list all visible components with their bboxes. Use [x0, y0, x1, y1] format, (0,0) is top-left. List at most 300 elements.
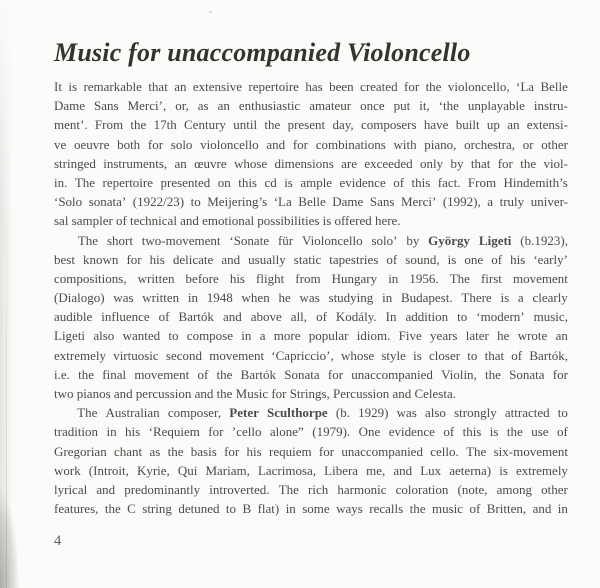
word: ‘La	[273, 194, 292, 210]
word: flat)	[257, 501, 280, 517]
text-line	[54, 288, 568, 307]
word: possibilities	[257, 213, 320, 229]
word: Sans	[94, 98, 119, 114]
word: Century	[184, 117, 226, 133]
word: the	[78, 366, 95, 382]
word: work	[54, 462, 81, 478]
word: his	[246, 443, 262, 459]
word: and	[392, 386, 412, 401]
word: features,	[54, 501, 99, 517]
word: addition	[405, 309, 449, 325]
word: Hindemith’s	[503, 174, 568, 190]
word: From	[467, 174, 497, 190]
word: use	[531, 424, 549, 440]
text-line	[54, 77, 568, 96]
word: string	[142, 501, 172, 517]
word: György	[428, 232, 471, 248]
word: There	[461, 290, 492, 306]
word: as	[197, 98, 209, 114]
word: written	[137, 270, 175, 286]
word: of	[115, 213, 127, 229]
word: ve	[54, 136, 67, 152]
word: Britten,	[486, 501, 527, 517]
word: short	[106, 232, 133, 248]
text-line	[54, 211, 568, 230]
word: Belle	[540, 79, 568, 94]
word: a	[517, 290, 524, 306]
page-fold-line	[6, 225, 7, 588]
word: Sans	[369, 194, 395, 210]
text-line	[54, 365, 568, 384]
word: Bartók	[178, 309, 214, 325]
word: of	[469, 501, 481, 517]
word: Meijering’s	[207, 194, 268, 210]
word: ‘La	[516, 79, 535, 94]
word: whose	[340, 347, 375, 363]
word: Merci’,	[127, 98, 167, 114]
word: ‘the	[438, 98, 459, 114]
word: to	[190, 194, 201, 210]
word: Libera	[324, 462, 359, 478]
word: lyrical	[54, 481, 88, 497]
word: of	[386, 251, 398, 267]
word: fact.	[437, 174, 461, 190]
word: in	[241, 328, 252, 344]
word: (b.1923),	[520, 232, 568, 248]
text-line	[54, 192, 568, 211]
word: also	[93, 328, 115, 344]
text-line	[54, 307, 568, 326]
word: piano,	[424, 136, 457, 152]
word: Qui	[177, 462, 198, 478]
word: remarkable	[83, 79, 142, 94]
word: offered	[334, 213, 372, 229]
word: sampler	[71, 213, 113, 229]
word: is	[500, 290, 510, 306]
word: has	[305, 79, 323, 94]
word: a	[259, 328, 266, 344]
word: sound,	[405, 251, 440, 267]
word: Music	[235, 386, 269, 401]
word: (Dialogo)	[54, 290, 105, 306]
word: In	[385, 309, 397, 325]
word: was	[113, 290, 134, 306]
word: ‘modern’	[476, 309, 525, 325]
text-line	[54, 154, 568, 173]
word: best	[54, 251, 75, 267]
word: for	[327, 366, 344, 382]
word: the	[520, 155, 537, 171]
word: Gregorian	[54, 443, 107, 459]
word: is	[284, 174, 293, 190]
word: (1992),	[442, 194, 481, 210]
word: for	[147, 136, 164, 152]
word: is	[413, 347, 422, 363]
word: or	[522, 136, 534, 152]
word: (Introit,	[88, 462, 129, 478]
word: are	[341, 155, 357, 171]
word: second	[165, 347, 202, 363]
word: and	[266, 136, 286, 152]
word: enthusiastic	[238, 98, 301, 114]
word: from	[295, 270, 321, 286]
word: extremely	[54, 347, 106, 363]
word: Hungary	[331, 270, 378, 286]
word: (note,	[457, 481, 488, 497]
word: ‘Capriccio’,	[271, 347, 334, 363]
word: violoncello	[200, 136, 259, 152]
word: he	[278, 290, 291, 306]
word: to	[168, 328, 179, 344]
word: by	[406, 232, 420, 248]
word: this	[238, 174, 257, 190]
word: wrote	[517, 328, 548, 344]
word: the	[425, 79, 442, 94]
word: to	[467, 347, 478, 363]
word: Ligeti	[54, 328, 86, 344]
word: an	[217, 98, 230, 114]
word: for	[292, 136, 308, 152]
word: by	[450, 155, 464, 171]
text-line	[54, 480, 568, 499]
page-edge-shading	[0, 0, 13, 588]
word: and	[221, 251, 241, 267]
word: Bartók	[240, 366, 277, 382]
word: 1956.	[409, 270, 439, 286]
word: until	[233, 117, 258, 133]
word: here.	[374, 213, 401, 229]
word: instru-	[533, 98, 568, 114]
word: two	[54, 386, 74, 401]
word: was	[396, 405, 417, 421]
word: extensi-	[526, 117, 568, 133]
word: percussion	[135, 386, 192, 401]
word: also	[424, 405, 446, 421]
word: final	[102, 366, 127, 382]
word: is	[68, 79, 78, 94]
word: only	[420, 155, 444, 171]
word: is	[322, 213, 332, 229]
word: ample	[300, 174, 333, 190]
word: From	[94, 117, 124, 133]
word: created	[360, 79, 398, 94]
word: and	[393, 462, 413, 478]
word: of	[443, 424, 455, 440]
word: repertoire	[248, 79, 299, 94]
word: One	[358, 424, 381, 440]
word: that	[148, 79, 168, 94]
word: movement	[209, 347, 265, 363]
word: influence	[101, 309, 150, 325]
word: Sculthorpe	[267, 405, 328, 421]
word: when	[241, 290, 270, 306]
word: attracted	[504, 405, 550, 421]
word: (b.	[335, 405, 350, 421]
text-line	[54, 461, 568, 480]
text-line	[54, 173, 568, 192]
word: the	[485, 366, 501, 382]
word: have	[423, 117, 449, 133]
word: requiem	[269, 443, 312, 459]
word: composers	[360, 117, 417, 133]
word: Kyrie,	[136, 462, 170, 478]
word: in	[382, 290, 393, 306]
word: Bartók,	[529, 347, 568, 363]
word: of	[158, 309, 170, 325]
word: delicate	[172, 251, 214, 267]
word: composer,	[167, 405, 222, 421]
word: cd	[264, 174, 277, 190]
word: Lacrimosa,	[257, 462, 317, 478]
word: ‘Solo	[54, 194, 83, 210]
word: Strings,	[289, 386, 330, 401]
word: his	[229, 270, 245, 286]
word: and	[113, 386, 133, 401]
word: both	[117, 136, 141, 152]
word: and	[194, 386, 214, 401]
word: to	[557, 405, 568, 421]
word: as	[149, 443, 161, 459]
page-edge-fade	[0, 0, 13, 220]
word: me,	[366, 462, 386, 478]
word: an	[555, 328, 568, 344]
word: been	[329, 79, 354, 94]
word: œuvre	[194, 155, 227, 171]
word: (1979).	[312, 424, 351, 440]
word: aeterna)	[449, 462, 492, 478]
word: idiom.	[356, 328, 391, 344]
word: for	[403, 79, 420, 94]
word: closer	[429, 347, 461, 363]
text-line	[54, 231, 568, 250]
word: compose	[186, 328, 234, 344]
word: emotional	[202, 213, 255, 229]
word: truly	[499, 194, 525, 210]
text-line	[54, 269, 568, 288]
page-number: 4	[54, 533, 62, 549]
word: evidence	[388, 424, 435, 440]
text-line	[54, 250, 568, 269]
word: predominantly	[124, 481, 201, 497]
word: usually	[248, 251, 286, 267]
word: an	[507, 117, 520, 133]
word: and	[532, 501, 552, 517]
word: in.	[54, 174, 68, 190]
text-line	[54, 499, 568, 518]
word: combinations	[315, 136, 386, 152]
word: sal	[54, 213, 69, 229]
word: first	[480, 270, 502, 286]
word: the	[264, 117, 281, 133]
word: of	[491, 251, 503, 267]
word: 1929)	[358, 405, 389, 421]
word: on	[217, 174, 231, 190]
word: instruments,	[103, 155, 168, 171]
word: Lux	[420, 462, 442, 478]
scan-speck	[209, 11, 212, 13]
page-curl-shadow	[0, 418, 30, 588]
word: flight	[256, 270, 285, 286]
word: Peter	[229, 405, 259, 421]
word: Sonata	[509, 366, 545, 382]
word: one	[464, 251, 484, 267]
text-line	[54, 422, 568, 441]
word: to	[225, 501, 237, 517]
word: solo	[170, 136, 193, 152]
word: Sonata	[284, 366, 320, 382]
word: ment’.	[54, 117, 88, 133]
word: The	[466, 443, 487, 459]
word: two-movement	[141, 232, 221, 248]
word: more	[273, 328, 301, 344]
word: Five	[398, 328, 422, 344]
text-line	[54, 115, 568, 134]
word: this	[462, 424, 482, 440]
word: for	[224, 443, 240, 459]
body-text	[54, 77, 568, 518]
word: that	[470, 155, 491, 171]
word: ’cello	[231, 424, 262, 440]
word: static	[293, 251, 322, 267]
word: cello.	[430, 443, 459, 459]
word: once	[360, 98, 385, 114]
word: or,	[175, 98, 189, 114]
word: is	[447, 251, 457, 267]
word: whose	[233, 155, 268, 171]
word: The	[77, 232, 99, 248]
word: is	[499, 462, 508, 478]
word: unaccompanied	[341, 443, 423, 459]
word: up	[486, 117, 500, 133]
word: in	[106, 424, 117, 440]
word: dimensions	[274, 155, 334, 171]
word: for	[126, 251, 142, 267]
word: Belle	[298, 194, 326, 210]
word: this	[411, 174, 431, 190]
word: repertoire	[102, 174, 154, 190]
word: wanted	[122, 328, 161, 344]
word: among	[496, 481, 532, 497]
word: of	[556, 424, 568, 440]
word: für	[277, 232, 294, 248]
word: detuned	[178, 501, 220, 517]
word: extremely	[515, 462, 568, 478]
word: ways	[336, 501, 363, 517]
word: solo’	[371, 232, 398, 248]
word: B	[242, 501, 252, 517]
word: the	[216, 366, 233, 382]
word: It	[54, 79, 62, 94]
word: Violin,	[441, 366, 477, 382]
word: clearly	[532, 290, 568, 306]
word: put	[393, 98, 411, 114]
word: C	[127, 501, 136, 517]
word: his	[125, 424, 141, 440]
word: ‘Requiem	[148, 424, 200, 440]
word: Australian	[105, 405, 160, 421]
word: The	[278, 481, 299, 497]
word: tradition	[54, 424, 99, 440]
word: The	[77, 405, 98, 421]
text-line	[54, 403, 568, 422]
word: of	[316, 309, 327, 325]
word: style	[381, 347, 406, 363]
word: above	[250, 309, 282, 325]
word: popular	[308, 328, 349, 344]
word: a	[487, 194, 494, 210]
word: music	[431, 501, 464, 517]
word: Dame	[54, 98, 86, 114]
word: Mariam,	[205, 462, 250, 478]
word: Budapest.	[400, 290, 453, 306]
word: six-movement	[493, 443, 568, 459]
word: Kodály.	[335, 309, 377, 325]
word: in	[285, 501, 296, 517]
word: ‘early’	[533, 251, 568, 267]
word: movement	[512, 270, 568, 286]
word: studying	[328, 290, 374, 306]
word: the	[409, 501, 426, 517]
word: 1948	[206, 290, 233, 306]
word: ‘Sonate	[229, 232, 270, 248]
word: virtuosic	[113, 347, 159, 363]
word: sonata’	[88, 194, 127, 210]
word: recalls	[369, 501, 404, 517]
word: Ligeti	[478, 232, 512, 248]
text-line	[54, 346, 568, 365]
text-line	[54, 326, 568, 345]
word: an	[174, 79, 187, 94]
word: that	[484, 347, 505, 363]
word: viol-	[543, 155, 568, 171]
word: for	[552, 366, 568, 382]
word: Violoncello	[301, 232, 363, 248]
word: compositions,	[54, 270, 127, 286]
word: Merci’	[400, 194, 437, 210]
word: technical	[130, 213, 177, 229]
word: unaccompanied	[351, 366, 433, 382]
word: to	[457, 309, 468, 325]
word: introverted.	[209, 481, 270, 497]
word: written	[142, 290, 180, 306]
word: he	[497, 328, 510, 344]
word: of	[197, 366, 209, 382]
word: pianos	[76, 386, 111, 401]
word: for	[208, 424, 224, 440]
word: some	[302, 501, 330, 517]
word: The	[74, 174, 96, 190]
word: for	[497, 155, 513, 171]
word: his	[149, 251, 165, 267]
word: the	[104, 501, 121, 517]
word: in	[388, 270, 399, 286]
word: Celesta.	[414, 386, 456, 401]
word: alone”	[269, 424, 304, 440]
word: the	[167, 443, 184, 459]
text-line	[54, 384, 568, 403]
word: in	[187, 290, 199, 306]
word: i.e.	[54, 366, 70, 382]
word: with	[393, 136, 417, 152]
word: movement	[134, 366, 190, 382]
word: other	[541, 136, 568, 152]
word: built	[455, 117, 480, 133]
word: 17th	[153, 117, 177, 133]
word: other	[541, 481, 568, 497]
word: for	[271, 386, 287, 401]
word: it,	[419, 98, 430, 114]
text-line	[54, 135, 568, 154]
